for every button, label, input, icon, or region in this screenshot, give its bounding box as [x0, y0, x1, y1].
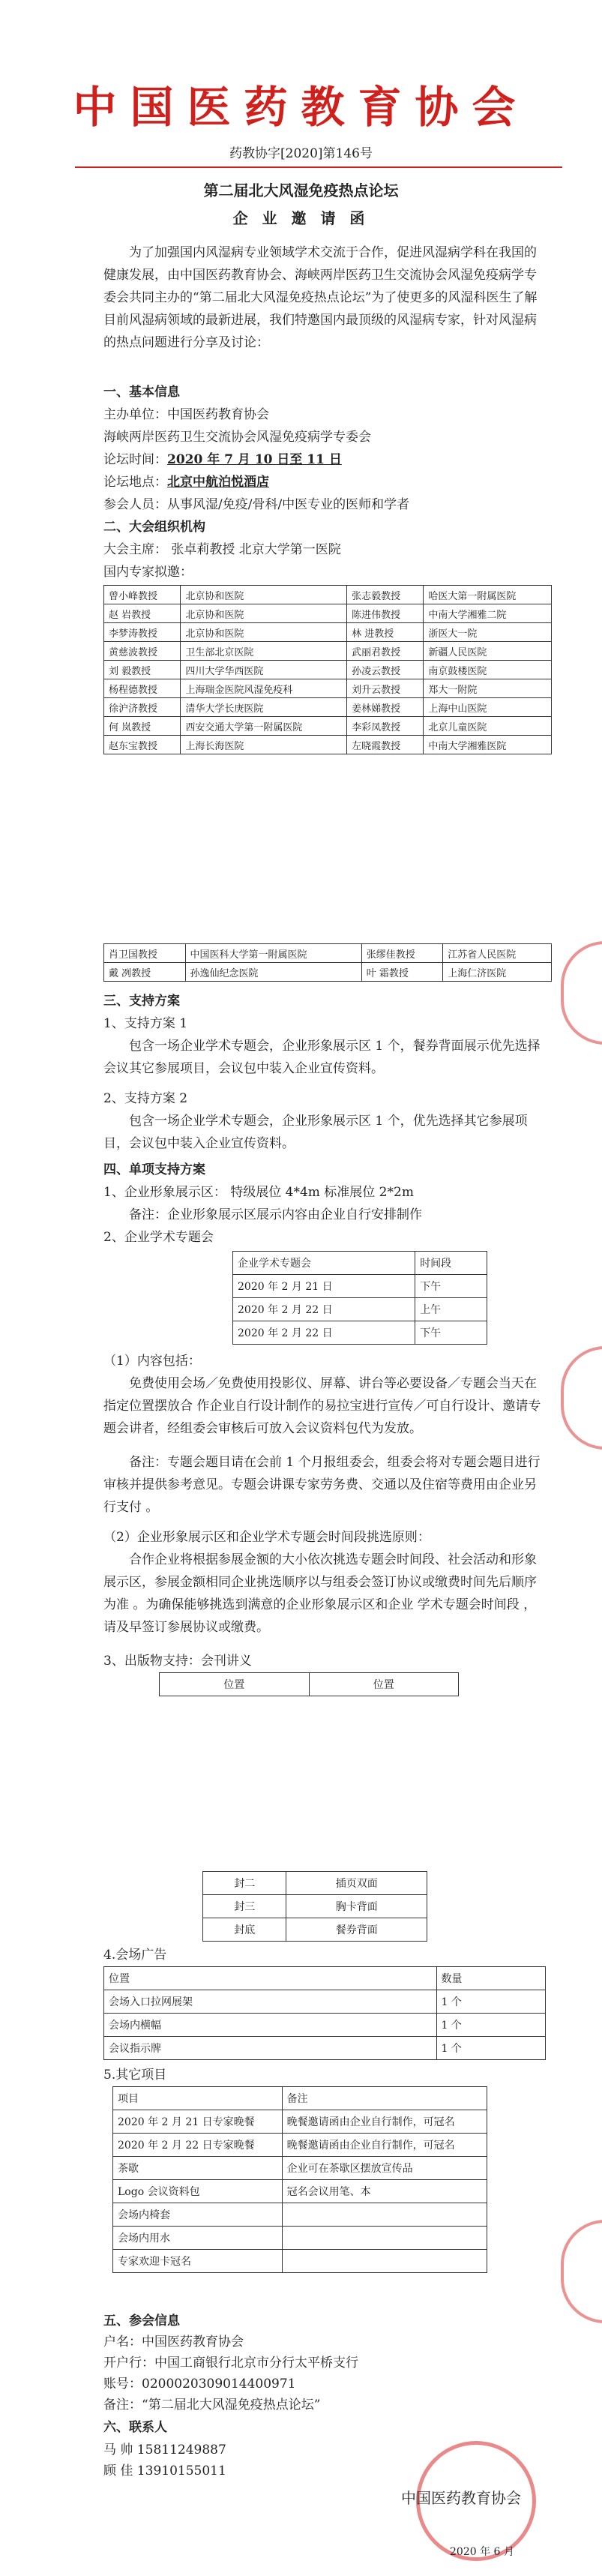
edge-seal — [561, 1346, 602, 1450]
table-row — [233, 1321, 487, 1345]
table-cell: 北京协和医院 — [181, 623, 347, 642]
principle-text: 合作企业将根据参展金额的大小依次挑选专题会时间段、社会活动和形象展示区，参展金额相同企业挑选顺序以与组委会签订协议或缴费时间先后顺序为准 。为确保能够挑选到满意的企业形象展示区和企业 学术专题会时间段 ，请及早签订参展协议或缴费。 — [103, 1552, 537, 1635]
other-label: 5.其它项目 — [103, 2068, 167, 2083]
table-cell: 李彩凤教授 — [347, 717, 424, 736]
table-cell: 封二 — [203, 1872, 286, 1895]
table-cell: 冠名会议用笔、本 — [282, 2180, 487, 2203]
table-cell: 中南大学湘雅医院 — [424, 736, 552, 754]
table-header-row — [113, 2087, 487, 2110]
table-cell: 1 个 — [436, 2014, 545, 2037]
bank-name: 开户行：中国工商银行北京市分行太平桥支行 — [103, 2356, 358, 2371]
table-cell: 企业学术专题会 — [233, 1252, 415, 1275]
table-cell: 黄慈波教授 — [104, 642, 181, 661]
table-cell: 北京协和医院 — [181, 586, 347, 604]
experts-label: 国内专家拟邀： — [103, 565, 193, 580]
table-cell: 晚餐邀请函由企业自行制作，可冠名 — [282, 2134, 487, 2157]
ad-table — [103, 1966, 546, 2060]
plan2-text: 包含一场企业学术专题会，企业形象展示区 1 个，优先选择其它参展项目，会议包中装入企业宣传资料。 — [103, 1114, 528, 1151]
table-cell: 位置 — [160, 1673, 310, 1696]
table-cell: 时间段 — [415, 1252, 487, 1275]
account-name: 户名：中国医药教育协会 — [103, 2335, 244, 2350]
forum-title: 第二届北大风湿免疫热点论坛 — [203, 181, 399, 199]
table-cell: 新疆人民医院 — [424, 642, 552, 661]
signature-org: 中国医药教育协会 — [401, 2489, 521, 2507]
table-header-row — [233, 1252, 487, 1275]
table-cell: 杨程德教授 — [104, 679, 181, 698]
table-cell: 戴 冽教授 — [104, 963, 186, 982]
content-note: 备注：专题会题目请在会前 1 个月报组委会，组委会将对专题会题目进行审核并提供参考意见。专题会讲课专家劳务费、交通以及住宿等费用由企业另行支付 。 — [103, 1455, 541, 1515]
table-cell: 四川大学华西医院 — [181, 661, 347, 679]
edge-seal — [561, 2220, 602, 2323]
table-header-row — [104, 1967, 546, 1990]
table-cell: 曾小峰教授 — [104, 586, 181, 604]
table-cell: 郑大一附院 — [424, 679, 552, 698]
letter-title: 企 业 邀 请 函 — [232, 209, 370, 227]
audience-label: 参会人员： — [103, 497, 167, 512]
table-row — [203, 1918, 427, 1942]
host-line — [103, 403, 546, 426]
table-row — [104, 586, 552, 604]
table-cell: 2020 年 2 月 22 日 — [233, 1321, 415, 1345]
table-cell: 北京儿童医院 — [424, 717, 552, 736]
experts-table — [103, 585, 552, 754]
principle-label: （2）企业形象展示区和企业学术专题会时间段挑选原则： — [103, 1530, 430, 1545]
table-cell: 清华大学长庚医院 — [181, 698, 347, 717]
chair-line: 大会主席： 张卓莉教授 北京大学第一医院 — [103, 542, 341, 557]
section-heading: 一、基本信息 — [103, 385, 180, 400]
table-cell: 林 进教授 — [347, 623, 424, 642]
table-cell: 叶 霜教授 — [361, 963, 443, 982]
table-cell: 1 个 — [436, 2037, 545, 2060]
table-cell: 姜林娣教授 — [347, 698, 424, 717]
table-cell: 北京协和医院 — [181, 604, 347, 623]
table-cell: 上海仁济医院 — [443, 963, 552, 982]
plan2-label: 2、支持方案 2 — [103, 1091, 188, 1106]
seminar-table — [232, 1251, 487, 1345]
table-cell: 封三 — [203, 1895, 286, 1918]
table-cell: 会场内椅套 — [113, 2203, 283, 2227]
table-cell: 上海瑞金医院风湿免疫科 — [181, 679, 347, 698]
publication-table — [159, 1672, 459, 1696]
table-cell: 会场内横幅 — [104, 2014, 437, 2037]
section-heading: 三、支持方案 — [103, 994, 180, 1009]
table-row — [104, 2037, 546, 2060]
table-row — [203, 1895, 427, 1918]
host-label: 主办单位： — [103, 407, 167, 422]
table-cell: 会场内用水 — [113, 2227, 283, 2250]
table-cell: 2020 年 2 月 21 日 — [233, 1275, 415, 1298]
signature-date: 2020 年 6 月 — [450, 2546, 514, 2558]
table-cell — [282, 2227, 487, 2250]
table-cell: 刘升云教授 — [347, 679, 424, 698]
table-cell: 项目 — [113, 2087, 283, 2110]
table-cell: 2020 年 2 月 22 日专家晚餐 — [113, 2134, 283, 2157]
ad-label: 4.会场广告 — [103, 1948, 167, 1963]
place-line — [103, 471, 546, 493]
table-cell: 上海中山医院 — [424, 698, 552, 717]
table-row — [104, 944, 552, 963]
table-row — [104, 963, 552, 982]
content-text: 免费使用会场／免费使用投影仪、屏幕、讲台等必要设备／专题会当天在指定位置摆放合 作企业自行设计制作的易拉宝进行宣传／可自行设计、邀请专题会讲者，经组委会审核后可放入会议资料包代为发放。 — [103, 1376, 541, 1436]
table-cell: 上海长海医院 — [181, 736, 347, 754]
audience-line — [103, 493, 546, 516]
table-cell: 陈进伟教授 — [347, 604, 424, 623]
table-cell: 胸卡背面 — [286, 1895, 427, 1918]
table-row — [104, 1990, 546, 2014]
publication-label: 3、出版物支持：会刊讲义 — [103, 1654, 252, 1669]
table-cell: 孙逸仙纪念医院 — [185, 963, 361, 982]
table-cell: 2020 年 2 月 21 日专家晚餐 — [113, 2110, 283, 2134]
table-cell: 下午 — [415, 1275, 487, 1298]
table-cell: 会议指示牌 — [104, 2037, 437, 2060]
table-cell: 左晓霞教授 — [347, 736, 424, 754]
account-note: 备注：“第二届北大风湿免疫热点论坛” — [103, 2398, 321, 2413]
table-cell: 西安交通大学第一附属医院 — [181, 717, 347, 736]
table-cell: Logo 会议资料包 — [113, 2180, 283, 2203]
table-cell: 武丽君教授 — [347, 642, 424, 661]
table-cell: 徐沪济教授 — [104, 698, 181, 717]
table-cell: 位置 — [309, 1673, 459, 1696]
table-row — [104, 679, 552, 698]
table-cell: 位置 — [104, 1967, 437, 1990]
contact-2: 顾 佳 13910155011 — [103, 2464, 226, 2479]
table-row — [113, 2203, 487, 2227]
plan1-text: 包含一场企业学术专题会，企业形象展示区 1 个，餐券背面展示优先选择会议其它参展项目，会议包中装入企业宣传资料。 — [103, 1039, 541, 1076]
place-value: 北京中航泊悦酒店 — [167, 475, 269, 490]
table-cell: 封底 — [203, 1918, 286, 1942]
table-cell: 孙凌云教授 — [347, 661, 424, 679]
table-cell: 茶歇 — [113, 2157, 283, 2180]
experts-table-2 — [103, 943, 552, 982]
seminar-label: 2、企业学术专题会 — [103, 1230, 214, 1245]
table-row — [203, 1872, 427, 1895]
time-value: 2020 年 7 月 10 日至 11 日 — [167, 452, 342, 467]
table-row — [104, 604, 552, 623]
section-heading: 六、联系人 — [103, 2420, 167, 2435]
content-label: （1）内容包括： — [103, 1354, 201, 1369]
table-cell — [282, 2250, 487, 2273]
table-row — [104, 717, 552, 736]
table-cell: 企业可在茶歇区摆放宣传品 — [282, 2157, 487, 2180]
doc-number: 药教协字[2020]第146号 — [229, 146, 373, 161]
time-label: 论坛时间： — [103, 452, 167, 467]
contact-1: 马 帅 15811249887 — [103, 2443, 226, 2458]
other-table — [112, 2086, 487, 2273]
table-row — [104, 642, 552, 661]
table-cell: 赵 岩教授 — [104, 604, 181, 623]
table-cell — [282, 2203, 487, 2227]
table-row — [113, 2134, 487, 2157]
table-cell: 会场入口拉网展架 — [104, 1990, 437, 2014]
section-heading: 二、大会组织机构 — [103, 520, 205, 535]
table-cell: 下午 — [415, 1321, 487, 1345]
table-cell: 中南大学湘雅二院 — [424, 604, 552, 623]
table-row — [104, 661, 552, 679]
booth-line: 1、企业形象展示区： 特级展位 4*4m 标准展位 2*2m — [103, 1185, 414, 1200]
table-row — [113, 2157, 487, 2180]
table-cell: 插页双面 — [286, 1872, 427, 1895]
section-heading: 五、参会信息 — [103, 2314, 180, 2329]
publication-slots-table — [202, 1871, 427, 1942]
org-title: 中国医药教育协会 — [73, 82, 529, 133]
table-cell: 赵东宝教授 — [104, 736, 181, 754]
audience-value: 从事风湿/免疫/骨科/中医专业的医师和学者 — [167, 497, 410, 512]
table-row — [233, 1275, 487, 1298]
host-line-2: 海峡两岸医药卫生交流协会风湿免疫病学专委会 — [103, 430, 371, 445]
table-cell: 备注 — [282, 2087, 487, 2110]
table-row — [104, 623, 552, 642]
table-cell: 江苏省人民医院 — [443, 944, 552, 963]
table-row — [104, 2014, 546, 2037]
table-cell: 南京鼓楼医院 — [424, 661, 552, 679]
table-cell: 中国医科大学第一附属医院 — [185, 944, 361, 963]
intro-paragraph: 为了加强国内风湿病专业领域学术交流于合作，促进风湿病学科在我国的健康发展，由中国医药教育协会、海峡两岸医药卫生交流协会风湿免疫病学专委会共同主办的“第二届北大风湿免疫热点论坛”为了使更多的风湿科医生了解目前风湿病领域的最新进展，我们特邀国内最顶级的风湿病专家，针对风湿病的热点问题进行分享及讨论： — [103, 245, 538, 350]
table-cell: 浙医大一院 — [424, 623, 552, 642]
account-number: 账号：0200020309014400971 — [103, 2377, 296, 2392]
table-cell: 餐券背面 — [286, 1918, 427, 1942]
table-cell: 2020 年 2 月 22 日 — [233, 1298, 415, 1321]
time-line — [103, 448, 546, 471]
table-cell: 李梦涛教授 — [104, 623, 181, 642]
section-heading: 四、单项支持方案 — [103, 1162, 205, 1177]
table-header-row — [160, 1673, 459, 1696]
table-cell: 晚餐邀请函由企业自行制作，可冠名 — [282, 2110, 487, 2134]
table-cell: 专家欢迎卡冠名 — [113, 2250, 283, 2273]
table-row — [104, 698, 552, 717]
booth-note: 备注：企业形象展示区展示内容由企业自行安排制作 — [129, 1207, 422, 1222]
table-cell: 张志毅教授 — [347, 586, 424, 604]
table-cell: 数量 — [436, 1967, 545, 1990]
table-row — [233, 1298, 487, 1321]
table-cell: 上午 — [415, 1298, 487, 1321]
table-cell: 1 个 — [436, 1990, 545, 2014]
red-divider — [75, 166, 562, 168]
table-row — [104, 736, 552, 754]
table-row — [113, 2110, 487, 2134]
table-row — [113, 2250, 487, 2273]
host-value: 中国医药教育协会 — [167, 407, 269, 422]
plan1-label: 1、支持方案 1 — [103, 1016, 188, 1031]
table-cell: 张缪佳教授 — [361, 944, 443, 963]
table-cell: 卫生部北京医院 — [181, 642, 347, 661]
place-label: 论坛地点： — [103, 475, 167, 490]
table-cell: 刘 毅教授 — [104, 661, 181, 679]
table-cell: 何 岚教授 — [104, 717, 181, 736]
table-row — [113, 2227, 487, 2250]
table-cell: 肖卫国教授 — [104, 944, 186, 963]
edge-seal — [561, 941, 602, 1045]
table-row — [113, 2180, 487, 2203]
table-cell: 哈医大第一附属医院 — [424, 586, 552, 604]
